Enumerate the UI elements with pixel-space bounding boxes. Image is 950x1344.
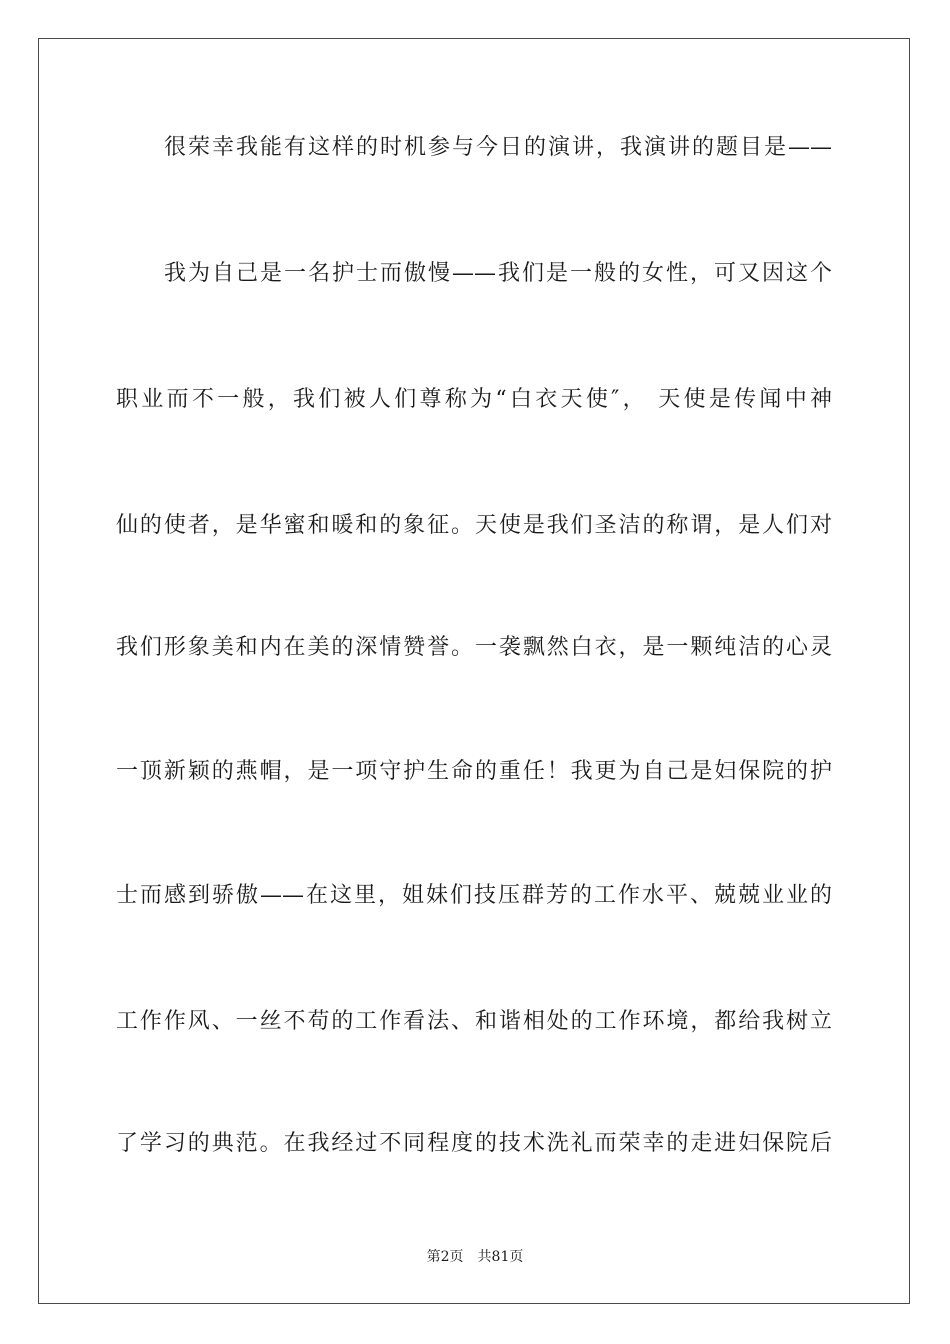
page-border xyxy=(38,38,910,1304)
paragraph-line-9: 了学习的典范。在我经过不同程度的技术洗礼而荣幸的走进妇保院后 xyxy=(116,1131,832,1156)
paragraph-line-1: 很荣幸我能有这样的时机参与今日的演讲，我演讲的题目是—— xyxy=(164,135,832,160)
paragraph-line-8: 工作作风、一丝不苟的工作看法、和谐相处的工作环境，都给我树立 xyxy=(116,1009,832,1034)
paragraph-line-5: 我们形象美和内在美的深情赞誉。一袭飘然白衣，是一颗纯洁的心灵 xyxy=(116,635,832,660)
page-footer xyxy=(0,1246,950,1266)
paragraph-line-7: 士而感到骄傲——在这里，姐妹们技压群芳的工作水平、兢兢业业的 xyxy=(116,883,832,908)
paragraph-line-6: 一顶新颖的燕帽，是一项守护生命的重任！我更为自己是妇保院的护 xyxy=(116,759,832,784)
page-number-total: 共81页 xyxy=(477,1249,524,1265)
paragraph-line-2: 我为自己是一名护士而傲慢——我们是一般的女性，可又因这个 xyxy=(164,261,832,286)
paragraph-line-3: 职业而不一般，我们被人们尊称为“白衣天使″， 天使是传闻中神 xyxy=(116,387,832,412)
page-number-current: 第2页 xyxy=(426,1249,464,1265)
paragraph-line-4: 仙的使者，是华蜜和暖和的象征。天使是我们圣洁的称谓，是人们对 xyxy=(116,513,832,538)
